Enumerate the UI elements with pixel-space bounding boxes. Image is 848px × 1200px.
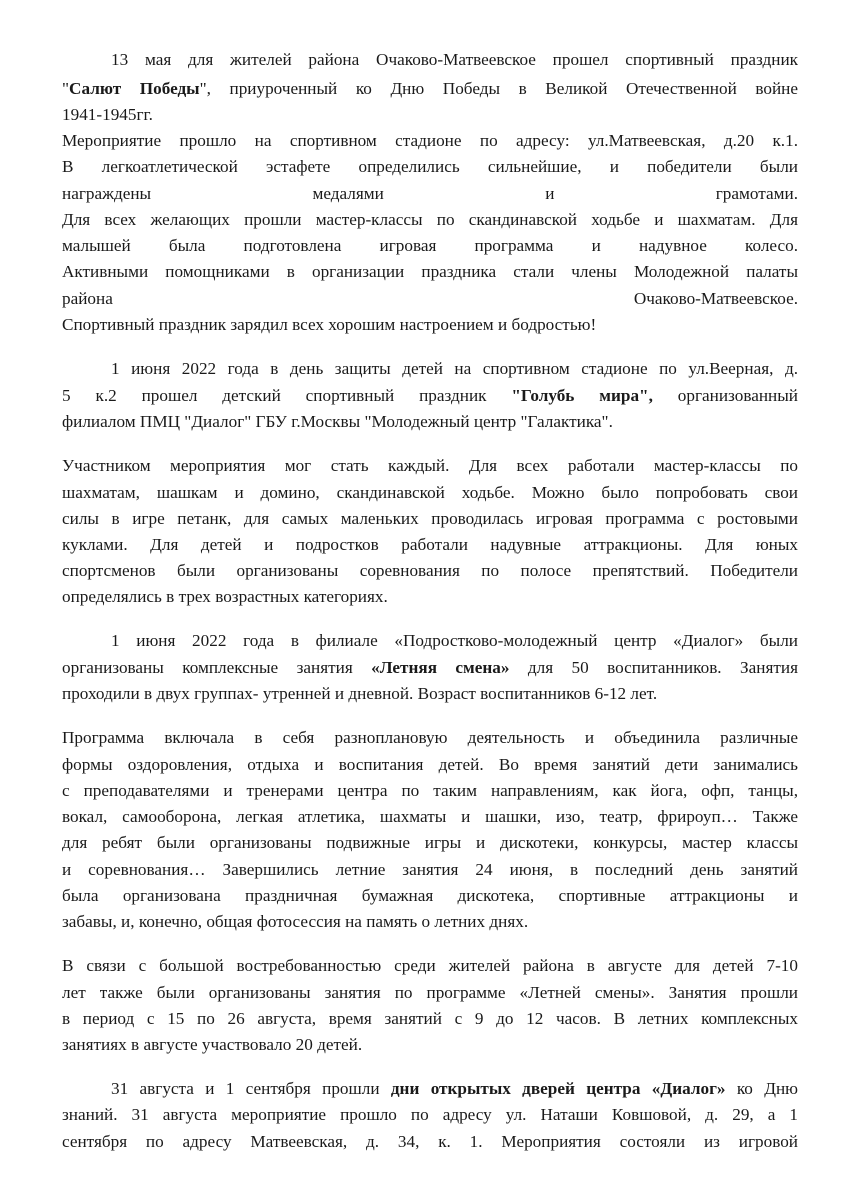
text-line: Участником мероприятия мог стать каждый. Для всех работали мастер-классы по [62, 456, 798, 475]
text-line: лет также были организованы занятия по программе «Летней смены». Занятия прошли [62, 983, 798, 1002]
text-line: 31 августа и 1 сентября прошли дни открытых дверей центра «Диалог» ко Дню [111, 1079, 798, 1098]
text-line: с преподавателями и тренерами центра по таким направлениям, как йога, офп, танцы, [62, 781, 798, 800]
text-line: Мероприятие прошло на спортивном стадионе по адресу: ул.Матвеевская, д.20 к.1. [62, 131, 798, 150]
text-line: организованы комплексные занятия «Летняя смена» для 50 воспитанников. Занятия [62, 658, 798, 677]
text-line: 5 к.2 прошел детский спортивный праздник "Голубь мира", организованный [62, 386, 798, 405]
event-title-open-doors: дни открытых дверей центра «Диалог» [390, 1079, 726, 1098]
text-line: в период с 15 по 26 августа, время занятий с 9 до 12 часов. В летних комплексных [62, 1009, 798, 1028]
text-line: куклами. Для детей и подростков работали надувные аттракционы. Для юных [62, 535, 798, 554]
text-line: района Очаково-Матвеевское. [62, 289, 798, 308]
text-line: вокал, самооборона, легкая атлетика, шахматы и шашки, изо, театр, фрироуп… Также [62, 807, 798, 826]
text-line: 13 мая для жителей района Очаково-Матвеевское прошел спортивный праздник [111, 50, 798, 69]
event-title-salut: Салют Победы [69, 79, 200, 98]
text-line: определялись в трех возрастных категориях. [62, 587, 388, 606]
text-line: 1 июня 2022 года в филиале «Подростково-молодежный центр «Диалог» были [111, 631, 798, 650]
text-line: 1941-1945гг. [62, 105, 153, 124]
text-line: для ребят были организованы подвижные игры и дискотеки, конкурсы, мастер классы [62, 833, 798, 852]
event-title-letnyaya-smena: «Летняя смена» [371, 658, 510, 677]
event-title-golub: "Голубь мира", [511, 386, 653, 405]
text-line: Спортивный праздник зарядил всех хорошим настроением и бодростью! [62, 315, 597, 334]
text-line: Активными помощниками в организации праздника стали члены Молодежной палаты [62, 262, 798, 281]
text-line: сентября по адресу Матвеевская, д. 34, к. 1. Мероприятия состояли из игровой [62, 1132, 798, 1151]
text-line: В связи с большой востребованностью среди жителей района в августе для детей 7-10 [62, 956, 798, 975]
text-line: знаний. 31 августа мероприятие прошло по адресу ул. Наташи Ковшовой, д. 29, а 1 [62, 1105, 798, 1124]
text-line: В легкоатлетической эстафете определились сильнейшие, и победители были [62, 157, 798, 176]
text-line: забавы, и, конечно, общая фотосессия на память о летних днях. [62, 912, 529, 931]
text-line: занятиях в августе участвовало 20 детей. [62, 1035, 363, 1054]
text-line: Программа включала в себя разноплановую деятельность и объединила различные [62, 728, 798, 747]
text-line: "Салют Победы", приуроченный ко Дню Победы в Великой Отечественной войне [62, 79, 798, 98]
text-line: шахматам, шашкам и домино, скандинавской ходьбе. Можно было попробовать свои [62, 483, 798, 502]
text-line: награждены медалями и грамотами. [62, 184, 798, 203]
text-line: и соревнования… Завершились летние занятия 24 июня, в последний день занятий [62, 860, 798, 879]
text-line: Для всех желающих прошли мастер-классы по скандинавской ходьбе и шахматам. Для [62, 210, 798, 229]
text-line: спортсменов были организованы соревнования по полосе препятствий. Победители [62, 561, 798, 580]
text-line: формы оздоровления, отдыха и воспитания детей. Во время занятий дети занимались [62, 755, 798, 774]
text-line: филиалом ПМЦ "Диалог" ГБУ г.Москвы "Молодежный центр "Галактика". [62, 412, 613, 431]
text-line: была организована праздничная бумажная дискотека, спортивные аттракционы и [62, 886, 798, 905]
text-line: силы в игре петанк, для самых маленьких проводилась игровая программа с ростовыми [62, 509, 798, 528]
text-line: проходили в двух группах- утренней и дневной. Возраст воспитанников 6-12 лет. [62, 684, 658, 703]
text-line: малышей была подготовлена игровая программа и надувное колесо. [62, 236, 798, 255]
text-line: 1 июня 2022 года в день защиты детей на спортивном стадионе по ул.Веерная, д. [111, 359, 798, 378]
